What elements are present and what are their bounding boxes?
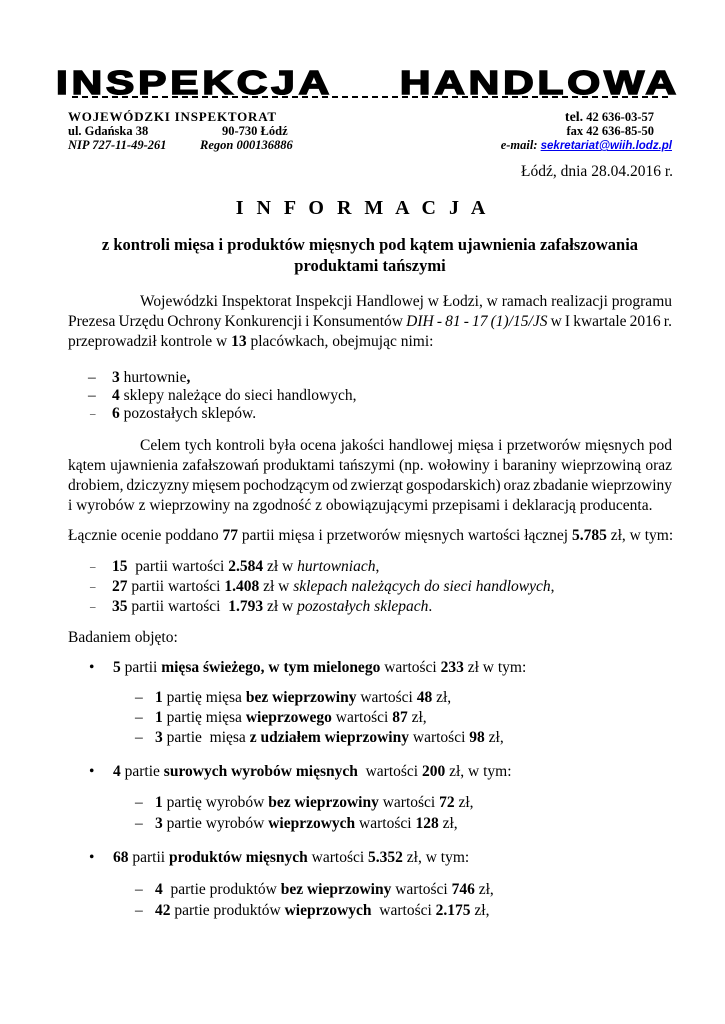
regon-number: Regon 000136886 [200, 138, 293, 152]
text-run: partię mięsa [162, 709, 246, 726]
group-heading [113, 849, 469, 867]
text-run: , [550, 578, 555, 595]
text-run: wartości [355, 815, 416, 832]
bold-text: wieprzowego [245, 709, 332, 726]
phone [565, 110, 654, 125]
bullet-marker: • [89, 849, 95, 866]
bold-text: bez wieprzowiny [280, 881, 392, 898]
bold-text: 233 [440, 659, 464, 676]
sub-item [155, 902, 489, 920]
text-run: zł, [474, 881, 494, 898]
sub-item [155, 729, 504, 747]
logo-word-handlowa: HANDLOWA [399, 64, 680, 101]
bold-text: mięsa świeżego, w tym mielonego [161, 659, 381, 676]
bold-text: 15 [112, 558, 128, 575]
paragraph-line [140, 437, 672, 455]
text-run: Wojewódzki Inspektorat Inspekcji Handlowej w Łodzi, w ramach realizacji programu [140, 293, 672, 310]
document-title: I N F O R M A C J A [235, 197, 490, 219]
paragraph-line [68, 313, 672, 331]
text-run: partii [128, 849, 169, 866]
list-item [112, 405, 256, 423]
bold-text: wieprzowych [268, 815, 356, 832]
text-run: partii wartości [127, 558, 229, 575]
dash-marker: – [135, 902, 143, 919]
text-run: przeprowadził kontrole w [68, 333, 232, 350]
bold-text: 77 [222, 527, 238, 544]
text-run: drobiem, dziczyzny mięsem pochodzącym od zwierząt gospodarskich) oraz zbadanie wieprzowiny [68, 477, 672, 494]
header-divider [72, 96, 668, 104]
bold-text: 746 [451, 881, 475, 898]
sub-item [155, 709, 427, 727]
nip-number: NIP 727-11-49-261 [68, 138, 167, 152]
text-run: wartości [380, 659, 441, 676]
text-run: placówkach, obejmując nimi: [246, 333, 434, 350]
phone-number: 42 636-03-57 [586, 110, 654, 124]
text-run: zł, w tym: [402, 849, 470, 866]
bold-text: 5.352 [368, 849, 403, 866]
paragraph-line [68, 477, 672, 495]
sub-item [155, 815, 458, 833]
text-run: partie produktów [170, 902, 285, 919]
bold-text: 3 [155, 729, 163, 746]
list-item [112, 558, 379, 576]
list-item [112, 369, 190, 387]
dash-marker: – [135, 815, 143, 832]
bold-text: 2.175 [435, 902, 471, 919]
text-run: hurtownie [119, 369, 187, 386]
bold-text: 1 [155, 709, 163, 726]
text-run: wartości [378, 794, 440, 811]
sub-item [155, 794, 474, 812]
dash-marker: – [90, 581, 96, 593]
examined-heading: Badaniem objęto: [68, 629, 178, 646]
bold-text: 200 [422, 763, 446, 780]
phone-label: tel. [564, 110, 584, 125]
bold-text: 98 [469, 729, 485, 746]
dash-marker: – [90, 601, 96, 613]
italic-text: hurtowniach [297, 558, 376, 575]
bold-text: 5 [113, 659, 121, 676]
text-run: w I kwartale 2016 r. [547, 313, 672, 330]
list-item [112, 598, 432, 616]
text-run: wartości [409, 729, 470, 746]
text-run: partii wartości [127, 598, 229, 615]
email [501, 138, 672, 153]
bold-text: 13 [231, 333, 247, 350]
text-run: zł, [484, 729, 504, 746]
text-run: wartości [331, 709, 393, 726]
dash-marker: – [135, 729, 143, 746]
paragraph-line [68, 333, 433, 351]
text-run: wartości [357, 763, 422, 780]
list-item [112, 578, 555, 596]
dash-marker: – [135, 794, 143, 811]
dash-marker: – [88, 369, 96, 386]
text-run: zł, [432, 689, 452, 706]
text-run: Celem tych kontroli była ocena jakości handlowej mięsa i przetworów mięsnych pod [140, 437, 672, 454]
italic-text: pozostałych sklepach [297, 598, 429, 615]
bold-text: surowych wyrobów mięsnych [163, 763, 358, 780]
text-run: partii [120, 659, 162, 676]
group-heading [113, 763, 512, 781]
email-link[interactable]: sekretariat@wiih.lodz.pl [540, 140, 672, 152]
bold-text: 1 [155, 689, 163, 706]
bold-text: 4 [112, 387, 120, 404]
bold-text: 48 [416, 689, 433, 706]
text-run: partie [120, 763, 164, 780]
bold-text: , [186, 369, 191, 386]
bold-text: 5.785 [572, 527, 607, 544]
city-address: 90-730 Łódź [222, 124, 288, 138]
bold-text: 1.408 [224, 578, 260, 595]
bold-text: produktów mięsnych [168, 849, 308, 866]
sub-item [155, 881, 494, 899]
text-run: sklepy należące do sieci handlowych, [119, 387, 357, 404]
text-run: zł, [438, 815, 458, 832]
text-run: partie wyrobów [162, 815, 269, 832]
list-item [112, 387, 356, 405]
paragraph-line [68, 457, 672, 475]
dash-marker: – [88, 387, 96, 404]
text-run: partię mięsa [162, 689, 246, 706]
bold-text: 128 [415, 815, 439, 832]
text-run: partie produktów [162, 881, 281, 898]
dash-marker: – [135, 881, 143, 898]
document-date: Łódź, dnia 28.04.2016 r. [521, 163, 673, 180]
bold-text: 6 [112, 405, 120, 422]
bold-text: bez wieprzowiny [268, 794, 379, 811]
paragraph-line [68, 497, 652, 515]
total-summary [68, 527, 673, 545]
bold-text: bez wieprzowiny [245, 689, 357, 706]
paragraph-line [140, 293, 672, 311]
text-run: wartości [307, 849, 369, 866]
bold-text: wieprzowych [284, 902, 372, 919]
text-run: partii wartości [127, 578, 225, 595]
text-run: zł, w tym: [606, 527, 674, 544]
bullet-marker: • [89, 763, 95, 780]
bold-text: 42 [155, 902, 171, 919]
text-run: wartości [356, 689, 417, 706]
bold-text: 2.584 [228, 558, 264, 575]
text-run: wartości [391, 881, 452, 898]
bold-text: 87 [392, 709, 408, 726]
italic-text: sklepach należących do sieci handlowych [293, 578, 551, 595]
logo-word-inspekcja: INSPEKCJA [56, 64, 334, 101]
text-run: zł w [259, 578, 294, 595]
bold-text: 4 [113, 763, 121, 780]
subtitle-line: z kontroli mięsa i produktów mięsnych pod kątem ujawnienia zafałszowania [101, 235, 639, 254]
bold-text: 68 [113, 849, 129, 866]
sub-item [155, 689, 451, 707]
bold-text: 27 [112, 578, 128, 595]
text-run: zł, w tym: [445, 763, 512, 780]
text-run: pozostałych sklepów. [119, 405, 257, 422]
bold-text: 35 [112, 598, 128, 615]
text-run: partię wyrobów [162, 794, 269, 811]
text-run: . [428, 598, 433, 615]
text-run: kątem ujawnienia zafałszowań produktami tańszymi (np. wołowiny i baraniny wieprzowiną oraz [68, 457, 672, 474]
text-run: Prezesa Urzędu Ochrony Konkurencji i Konsumentów [68, 313, 407, 330]
dash-marker: – [90, 561, 96, 573]
letterhead-logo [56, 66, 680, 100]
dash-marker: – [90, 408, 96, 420]
group-heading [113, 659, 526, 677]
text-run: zł w [263, 598, 298, 615]
bold-text: 4 [155, 881, 163, 898]
dash-marker: – [135, 689, 143, 706]
text-run: zł w tym: [463, 659, 527, 676]
text-run: partie mięsa [162, 729, 250, 746]
subtitle-line: produktami tańszymi [294, 256, 446, 275]
bold-text: 72 [439, 794, 455, 811]
text-run: zł, [470, 902, 490, 919]
text-run: partii mięsa i przetworów mięsnych wartości łącznej [238, 527, 572, 544]
text-run: , [375, 558, 380, 575]
bold-text: 1 [155, 794, 163, 811]
email-label: e-mail: [500, 138, 538, 152]
bold-text: z udziałem wieprzowiny [249, 729, 409, 746]
text-run: Łącznie ocenie poddano [68, 527, 223, 544]
street-address: ul. Gdańska 38 [68, 124, 149, 138]
text-run: wartości [371, 902, 436, 919]
text-run: i wyrobów z wieprzowiny na zgodność z obowiązującymi przepisami i deklaracją producenta. [68, 497, 653, 514]
italic-text: DIH - 81 - 17 (1)/15/JS [406, 313, 548, 330]
bold-text: 1.793 [228, 598, 264, 615]
text-run: zł, [454, 794, 474, 811]
dash-marker: – [135, 709, 143, 726]
bold-text: 3 [155, 815, 163, 832]
bold-text: 3 [112, 369, 120, 386]
fax-number: fax 42 636-85-50 [566, 124, 654, 138]
text-run: zł, [407, 709, 427, 726]
bullet-marker: • [89, 659, 95, 676]
office-name: WOJEWÓDZKI INSPEKTORAT [68, 109, 277, 124]
text-run: zł w [263, 558, 298, 575]
